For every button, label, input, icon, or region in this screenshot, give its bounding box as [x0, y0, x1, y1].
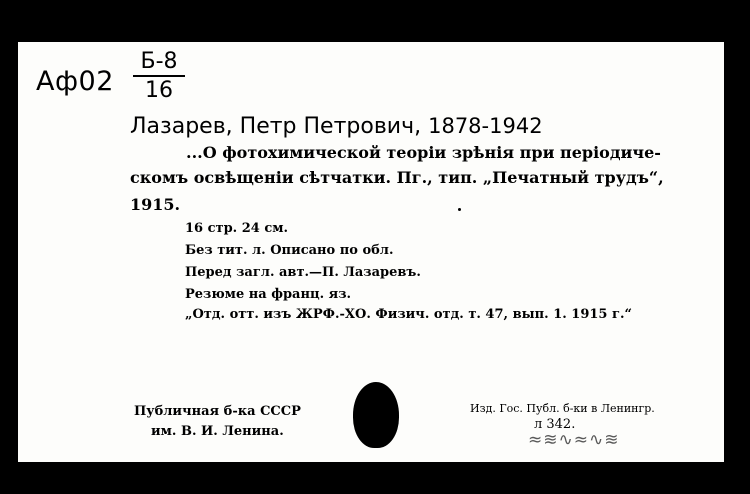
ink-speck: [458, 208, 461, 211]
call-number-fraction: [133, 50, 185, 103]
call-number-top: Б-8: [140, 49, 178, 74]
fraction-bar: [133, 75, 185, 77]
handwritten-scribble: ≈≋∿≈∿≋: [528, 430, 620, 450]
note-line-3: Резюме на франц. яз.: [185, 287, 352, 302]
author-name: Лазарев, Петр Петрович,: [130, 114, 422, 139]
publisher-line-2: л 342.: [534, 417, 576, 432]
author-heading: [130, 114, 543, 139]
pages-size-line: 16 стр. 24 см.: [185, 221, 289, 236]
title-line-2: скомъ освѣщенiи сѣтчатки. Пг., тип. „Печатный трудъ“,: [130, 168, 664, 187]
library-line-2: им. В. И. Ленина.: [151, 424, 284, 439]
note-line-2: Перед загл. авт.—П. Лазаревъ.: [185, 265, 421, 280]
author-dates: 1878-1942: [428, 114, 543, 138]
title-line-1: ...О фотохимической теорiи зрѣнiя при перiодиче-: [186, 143, 661, 162]
call-number-bottom: 16: [145, 78, 173, 103]
library-line-1: Публичная б-ка СССР: [134, 404, 301, 419]
call-number: Аф02: [36, 66, 114, 97]
catalog-card: [18, 42, 724, 462]
punch-hole: [353, 382, 399, 448]
note-line-1: Без тит. л. Описано по обл.: [185, 243, 394, 258]
note-line-4: „Отд. отт. изъ ЖРФ.-ХО. Физич. отд. т. 47, вып. 1. 1915 г.“: [185, 307, 632, 322]
title-line-3: 1915.: [130, 195, 181, 214]
publisher-line-1: Изд. Гос. Публ. б-ки в Ленингр.: [470, 402, 655, 415]
